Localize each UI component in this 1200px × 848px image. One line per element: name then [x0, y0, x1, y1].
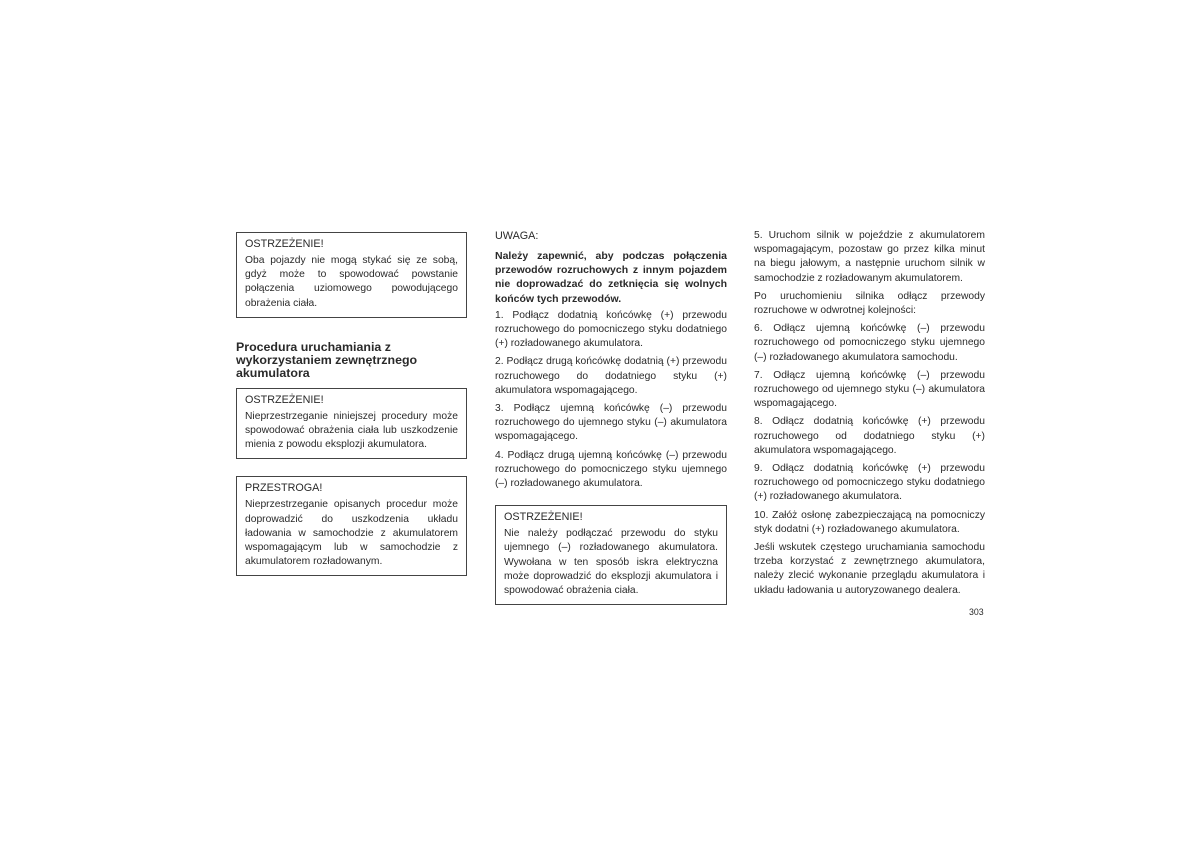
- note-bold-text: Należy zapewnić, aby podczas połączenia przewodów rozruchowych z innym pojazdem nie doprowadzać do zetknięcia się wolnych końców tych przewodów.: [495, 250, 727, 305]
- warning-title: OSTRZEŻENIE!: [245, 238, 324, 250]
- step-7: 7. Odłącz ujemną końcówkę (–) przewodu rozruchowego od ujemnego styku (–) akumulatora wspomagającego.: [754, 369, 985, 410]
- caution-title: PRZESTROGA!: [245, 482, 323, 495]
- warning-text: Oba pojazdy nie mogą stykać się ze sobą, gdyż może to spowodować powstanie połączenia uziomowego powodującego obrażenia ciała.: [245, 255, 458, 309]
- warning-box-negative-terminal: [495, 505, 727, 605]
- step-4: 4. Podłącz drugą ujemną końcówkę (–) przewodu rozruchowego do pomocniczego styku ujemnego (–) rozładowanego akumulatora.: [495, 449, 727, 490]
- step-3: 3. Podłącz ujemną końcówkę (–) przewodu rozruchowego do ujemnego styku (–) akumulatora wspomagającego.: [495, 403, 727, 443]
- step-8: 8. Odłącz dodatnią końcówkę (+) przewodu rozruchowego od dodatniego styku (+) akumulatora wspomagającego.: [754, 416, 985, 456]
- note-label: UWAGA:: [495, 230, 539, 242]
- warning-box-procedure: [236, 388, 467, 460]
- caution-text: Nieprzestrzeganie opisanych procedur może doprowadzić do uszkodzenia układu ładowania w samochodzie z akumulatorem wspomagającym lub w samochodzie z akumulatorem rozładowanym.: [245, 499, 458, 568]
- right-column: [754, 229, 985, 598]
- final-note: Jeśli wskutek częstego uruchamiania samochodu trzeba korzystać z zewnętrznego akumulatora, należy zlecić wykonanie przeglądu akumulatora i układu ładowania u autoryzowanego dealera.: [754, 542, 985, 596]
- caution-box: [236, 476, 467, 576]
- step-1: 1. Podłącz dodatnią końcówkę (+) przewodu rozruchowego do pomocniczego styku dodatniego (+) rozładowanego akumulatora.: [495, 309, 727, 350]
- step-2: 2. Podłącz drugą końcówkę dodatnią (+) przewodu rozruchowego do dodatniego styku (+) akumulatora wspomagającego.: [495, 356, 727, 396]
- warning-text: Nieprzestrzeganie niniejszej procedury może spowodować obrażenia ciała lub uszkodzenie mienia z powodu eksplozji akumulatora.: [245, 410, 458, 451]
- warning-title: OSTRZEŻENIE!: [504, 511, 583, 524]
- page-number: 303: [969, 607, 984, 617]
- step-9: 9. Odłącz dodatnią końcówkę (+) przewodu rozruchowego od pomocniczego styku dodatniego (+) rozładowanego akumulatora.: [754, 463, 985, 503]
- step-6: 6. Odłącz ujemną końcówkę (–) przewodu rozruchowego od pomocniczego styku ujemnego (–) rozładowanego akumulatora samochodu.: [754, 323, 985, 363]
- after-start-text: Po uruchomieniu silnika odłącz przewody rozruchowe w odwrotnej kolejności:: [754, 290, 985, 317]
- middle-column: [495, 229, 727, 605]
- warning-box-contact: [236, 232, 467, 318]
- step-5: 5. Uruchom silnik w pojeździe z akumulatorem wspomagającym, pozostaw go przez kilka minut na biegu jałowym, a następnie uruchom silnik w samochodzie z rozładowanym akumulatorem.: [754, 230, 985, 284]
- step-10: 10. Załóż osłonę zabezpieczającą na pomocniczy styk dodatni (+) rozładowanego akumulatora.: [754, 509, 985, 535]
- left-column: [236, 232, 467, 576]
- warning-text: Nie należy podłączać przewodu do styku ujemnego (–) rozładowanego akumulatora. Wywołana w ten sposób iskra elektryczna może doprowadzić do eksplozji akumulatora i spowodować obrażenia ciała.: [504, 528, 718, 597]
- section-heading: Procedura uruchamiania z wykorzystaniem zewnętrznego akumulatora: [236, 339, 418, 381]
- warning-title: OSTRZEŻENIE!: [245, 393, 324, 406]
